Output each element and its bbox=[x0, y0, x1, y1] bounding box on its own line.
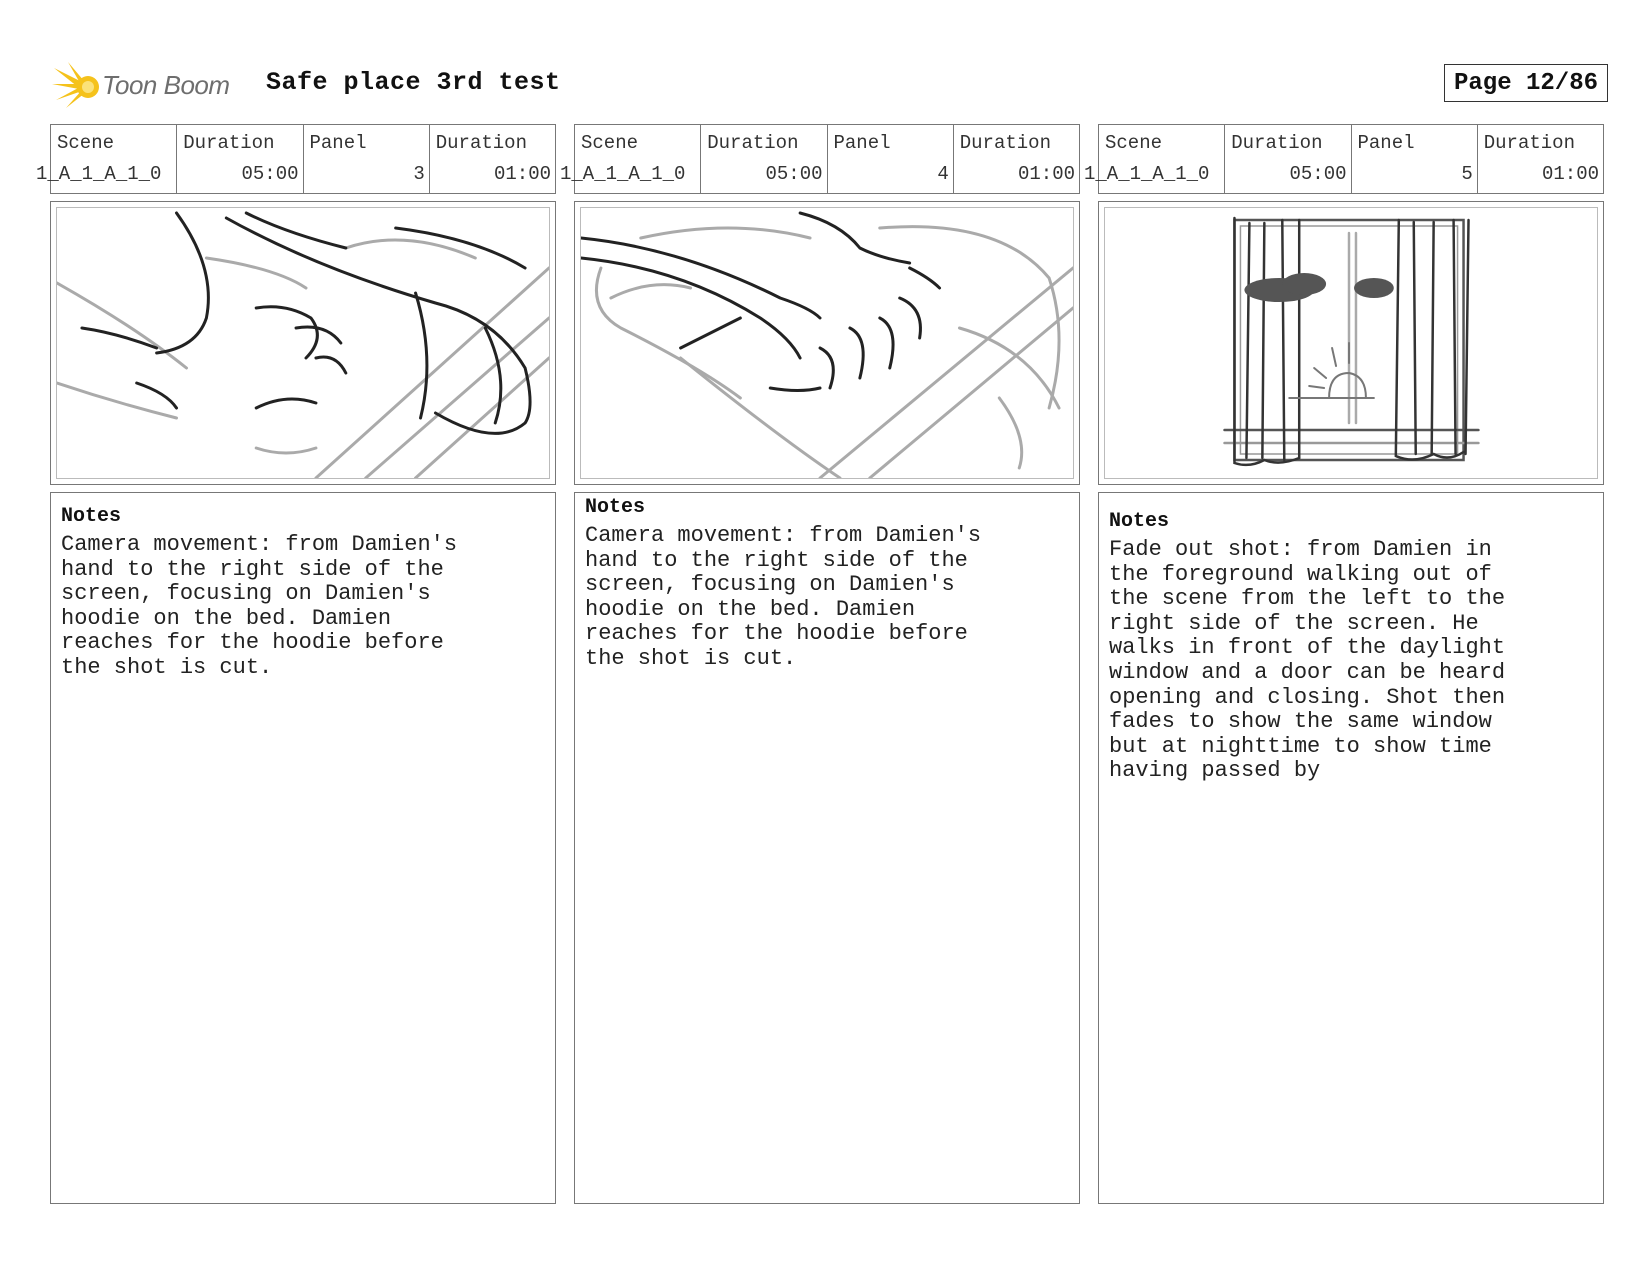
notes-text: Camera movement: from Damien's hand to the right side of the screen, focusing on Damien's hoodie on the bed. Damien reaches for the hoodie before the shot is cut. bbox=[585, 523, 982, 671]
sketch-image bbox=[580, 207, 1074, 479]
panel-number-value: 4 bbox=[937, 163, 949, 185]
panel-number-value: 3 bbox=[413, 163, 425, 185]
notes-title: Notes bbox=[1109, 510, 1170, 533]
scene-value: 1_A_1_A_1_0 bbox=[560, 163, 686, 185]
notes-title: Notes bbox=[585, 496, 646, 519]
storyboard-panel-3 bbox=[36, 124, 556, 1204]
panel-duration-value: 01:00 bbox=[493, 163, 551, 185]
notes-box bbox=[50, 492, 556, 1204]
panel-label: Panel bbox=[309, 132, 367, 154]
scene-duration-value: 05:00 bbox=[241, 163, 299, 185]
storyboard-panel-4 bbox=[560, 124, 1080, 1204]
scene-cell bbox=[1084, 125, 1225, 193]
notes-title: Notes bbox=[61, 505, 122, 528]
panel-cell bbox=[1352, 125, 1478, 193]
panel-duration-value: 01:00 bbox=[1541, 163, 1599, 185]
scene-value: 1_A_1_A_1_0 bbox=[1084, 163, 1210, 185]
sketch-image bbox=[1104, 207, 1598, 479]
document-title: Safe place 3rd test bbox=[266, 68, 561, 97]
scene-cell bbox=[560, 125, 701, 193]
panel-duration-value: 01:00 bbox=[1017, 163, 1075, 185]
page-header bbox=[52, 56, 1608, 112]
duration-label: Duration bbox=[959, 132, 1051, 154]
scene-duration-value: 05:00 bbox=[1289, 163, 1347, 185]
scene-duration-cell bbox=[177, 125, 303, 193]
toon-boom-logo bbox=[52, 60, 230, 110]
notes-text: Camera movement: from Damien's hand to the right side of the screen, focusing on Damien's hoodie on the bed. Damien reaches for the hoodie before the shot is cut. bbox=[61, 532, 458, 680]
scene-label: Scene bbox=[581, 132, 639, 154]
panel-duration-cell bbox=[1478, 125, 1603, 193]
duration-label: Duration bbox=[707, 132, 799, 154]
page-number-box: Page 12/86 bbox=[1444, 64, 1608, 102]
notes-text: Fade out shot: from Damien in the foreground walking out of the scene from the left to the right side of the screen. He walks in front of the daylight window and a door can be heard opening and closing. Shot then fades to show the same window but at nighttime to show time having passed by bbox=[1109, 537, 1506, 784]
panel-cell bbox=[304, 125, 430, 193]
panel-number-value: 5 bbox=[1461, 163, 1473, 185]
scene-label: Scene bbox=[1105, 132, 1163, 154]
duration-label: Duration bbox=[1231, 132, 1323, 154]
panel-info-row bbox=[560, 124, 1080, 194]
duration-label: Duration bbox=[435, 132, 527, 154]
panel-cell bbox=[828, 125, 954, 193]
panel-duration-cell bbox=[954, 125, 1079, 193]
scene-duration-cell bbox=[1225, 125, 1351, 193]
notes-box bbox=[574, 492, 1080, 1204]
panel-info-row bbox=[36, 124, 556, 194]
scene-value: 1_A_1_A_1_0 bbox=[36, 163, 162, 185]
panel-label: Panel bbox=[833, 132, 891, 154]
storyboard-panel-5 bbox=[1084, 124, 1604, 1204]
scene-duration-value: 05:00 bbox=[765, 163, 823, 185]
panel-label: Panel bbox=[1357, 132, 1415, 154]
scene-label: Scene bbox=[57, 132, 115, 154]
duration-label: Duration bbox=[1483, 132, 1575, 154]
panel-sketch-frame bbox=[574, 201, 1080, 485]
scene-duration-cell bbox=[701, 125, 827, 193]
sketch-image bbox=[56, 207, 550, 479]
panel-info-row bbox=[1084, 124, 1604, 194]
scene-cell bbox=[36, 125, 177, 193]
notes-box bbox=[1098, 492, 1604, 1204]
logo-wordmark: Toon Boom bbox=[102, 69, 230, 100]
starburst-logo-icon bbox=[52, 60, 102, 110]
panel-sketch-frame bbox=[1098, 201, 1604, 485]
panel-sketch-frame bbox=[50, 201, 556, 485]
panel-duration-cell bbox=[430, 125, 555, 193]
duration-label: Duration bbox=[183, 132, 275, 154]
